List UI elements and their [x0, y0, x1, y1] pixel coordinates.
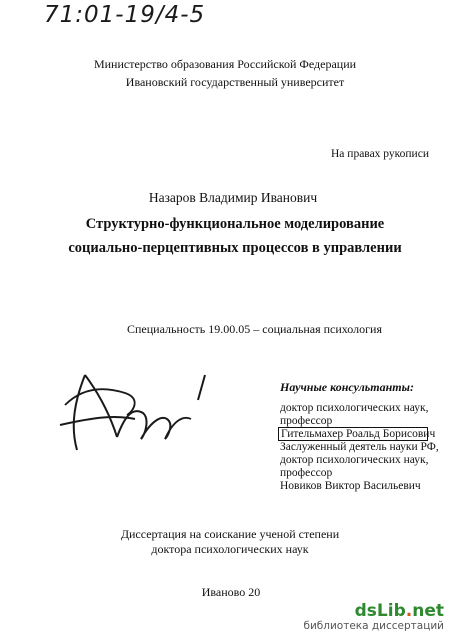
specialty-line: Специальность 19.00.05 – социальная психология — [127, 322, 382, 336]
consultants-heading: Научные консультанты: — [280, 380, 414, 394]
consultant-1-name: Гительмахер Роальд Борисович — [278, 427, 428, 441]
logo-dot: . — [405, 601, 413, 621]
consultant-2-title: профессор — [280, 467, 333, 479]
handwritten-archive-number: 71:01-19/4-5 — [44, 2, 206, 28]
dissertation-title-line-1: Структурно-функциональное моделирование — [85, 216, 385, 232]
rights-note: На правах рукописи — [331, 148, 429, 160]
logo-tld: net — [412, 601, 444, 621]
university-heading: Ивановский государственный университет — [125, 75, 345, 89]
watermark-subtitle: библиотека диссертаций — [303, 620, 444, 632]
logo-main: dsLib — [354, 601, 406, 621]
handwritten-signature — [55, 355, 230, 465]
dslib-logo — [303, 601, 444, 621]
consultant-1-title: профессор — [280, 415, 333, 427]
dslib-watermark[interactable] — [303, 601, 444, 632]
consultant-2-honor: Заслуженный деятель науки РФ, — [280, 441, 439, 453]
consultant-1-degree: доктор психологических наук, — [280, 402, 429, 414]
dissertation-title-line-2: социально-перцептивных процессов в управлении — [68, 240, 402, 256]
city-year: Иваново 20 — [201, 585, 261, 599]
degree-statement-line-1: Диссертация на соискание ученой степени — [120, 527, 340, 541]
consultant-2-name: Новиков Виктор Васильевич — [280, 480, 421, 492]
consultant-2-degree: доктор психологических наук, — [280, 454, 429, 466]
ministry-heading: Министерство образования Российской Федерации — [93, 57, 357, 71]
degree-statement-line-2: доктора психологических наук — [151, 542, 309, 556]
author-name: Назаров Владимир Иванович — [148, 190, 318, 205]
